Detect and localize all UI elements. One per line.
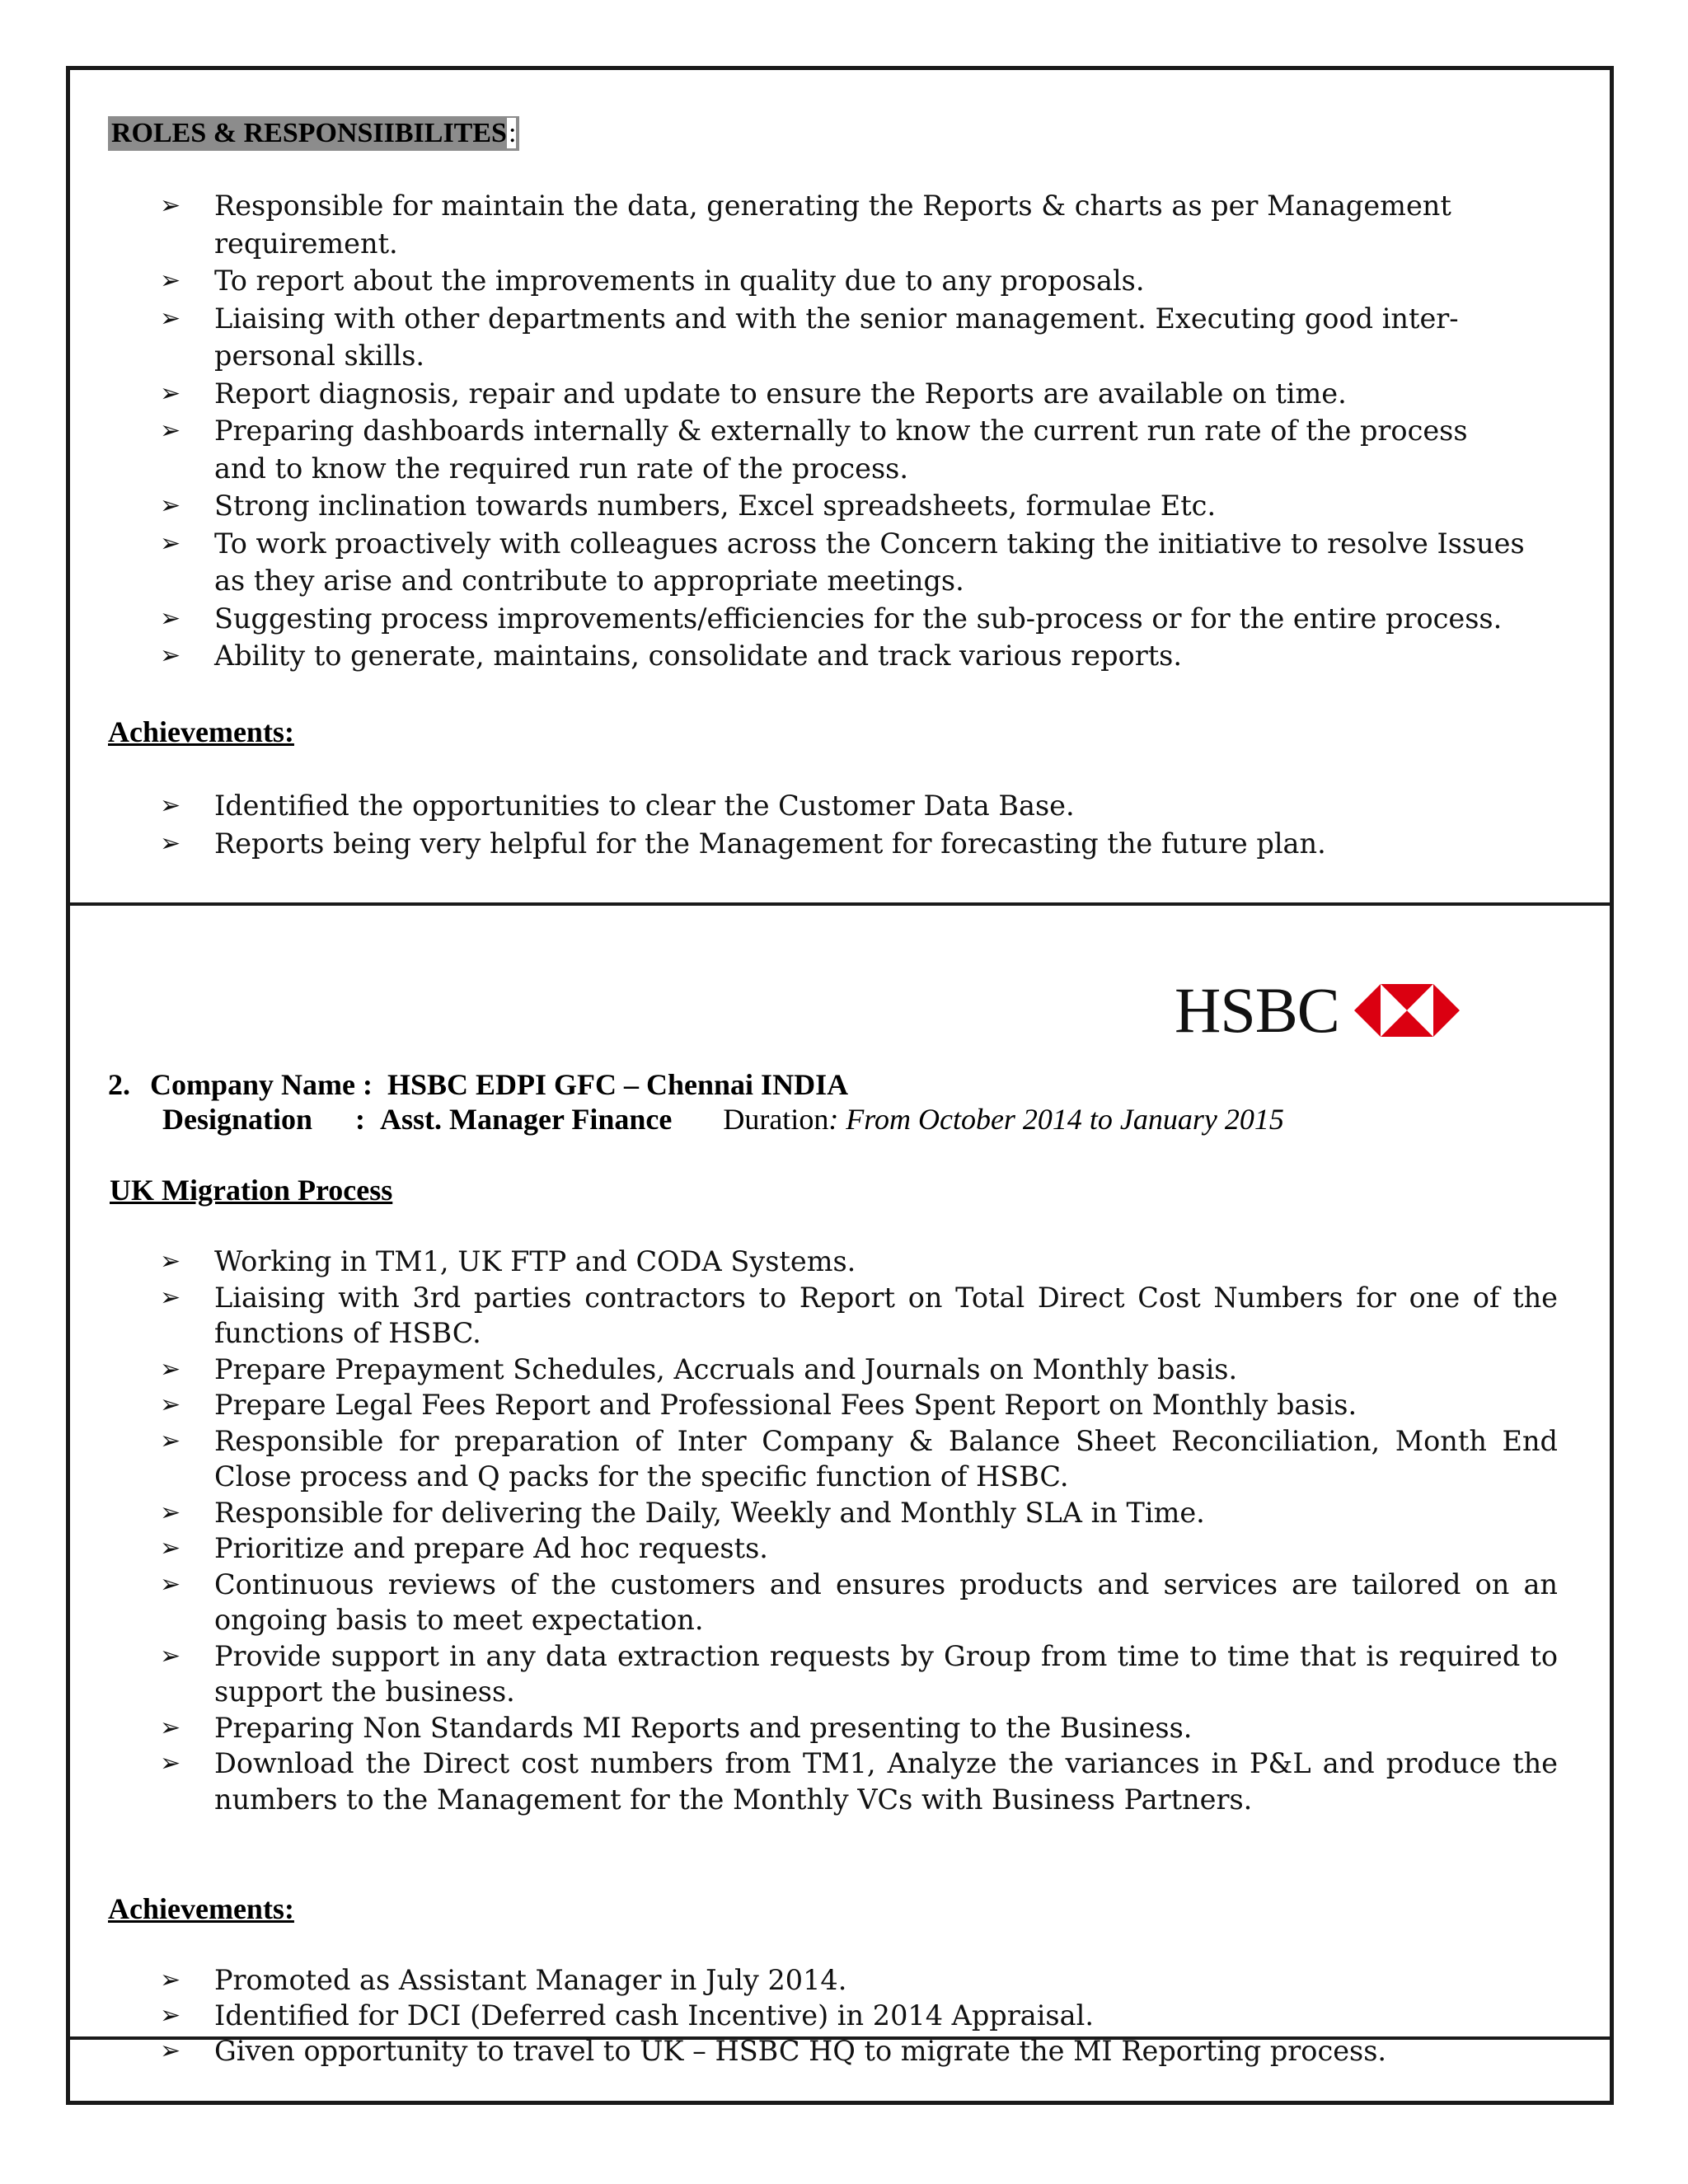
list-item: ➢ Report diagnosis, repair and update to ensure the Reports are available on time. bbox=[160, 375, 1528, 413]
arrowhead-bullet-icon: ➢ bbox=[160, 528, 181, 558]
arrowhead-bullet-icon: ➢ bbox=[160, 1641, 181, 1671]
roles-heading: ROLES & RESPONSIIBILITES: bbox=[108, 116, 519, 151]
arrowhead-bullet-icon: ➢ bbox=[160, 416, 181, 445]
list-item: ➢ Working in TM1, UK FTP and CODA Systems. bbox=[160, 1244, 1558, 1280]
company-label: Company Name : bbox=[150, 1068, 373, 1101]
list-item: ➢ Provide support in any data extraction requests by Group from time to time that is required to support the business. bbox=[160, 1639, 1558, 1708]
process-heading: UK Migration Process bbox=[110, 1174, 393, 1207]
arrowhead-bullet-icon: ➢ bbox=[160, 1713, 181, 1742]
list-item: ➢ Promoted as Assistant Manager in July 2014. bbox=[160, 1964, 847, 1996]
arrowhead-bullet-icon: ➢ bbox=[160, 1247, 181, 1276]
hsbc-logo bbox=[1175, 974, 1460, 1046]
arrowhead-bullet-icon: ➢ bbox=[160, 1966, 181, 1994]
designation-label: Designation bbox=[162, 1103, 313, 1136]
list-item: ➢ Responsible for delivering the Daily, Weekly and Monthly SLA in Time. bbox=[160, 1495, 1558, 1531]
arrowhead-bullet-icon: ➢ bbox=[160, 491, 181, 520]
list-item: ➢ Prioritize and prepare Ad hoc requests. bbox=[160, 1530, 1558, 1567]
list-item: ➢ Reports being very helpful for the Management for forecasting the future plan. bbox=[160, 825, 1528, 863]
list-item: ➢ To report about the improvements in quality due to any proposals. bbox=[160, 262, 1528, 300]
empty-footer-section bbox=[70, 2040, 1610, 2101]
roles-list bbox=[160, 187, 1528, 675]
achievements-heading: Achievements: bbox=[108, 715, 294, 748]
list-item: ➢ To work proactively with colleagues across the Concern taking the initiative to resolve Issues as they arise and contribute to appropriate meetings. bbox=[160, 525, 1528, 600]
achievements-list bbox=[160, 787, 1528, 862]
list-item: ➢ Preparing dashboards internally & externally to know the current run rate of the process and to know the required run rate of the process. bbox=[160, 412, 1528, 487]
arrowhead-bullet-icon: ➢ bbox=[160, 1749, 181, 1778]
list-item: ➢ Identified the opportunities to clear the Customer Data Base. bbox=[160, 787, 1528, 825]
designation-value: Asst. Manager Finance bbox=[380, 1103, 673, 1136]
list-item: ➢ Suggesting process improvements/efficiencies for the sub-process or for the entire process. bbox=[160, 600, 1528, 638]
achievements-heading-2: Achievements: bbox=[108, 1892, 294, 1925]
arrowhead-bullet-icon: ➢ bbox=[160, 1426, 181, 1455]
arrowhead-bullet-icon: ➢ bbox=[160, 2036, 181, 2065]
list-item: ➢ Responsible for maintain the data, generating the Reports & charts as per Management requirement. bbox=[160, 187, 1528, 262]
arrowhead-bullet-icon: ➢ bbox=[160, 191, 181, 220]
list-item: ➢ Continuous reviews of the customers and ensures products and services are tailored on an ongoing basis to meet expectation. bbox=[160, 1568, 1558, 1636]
hsbc-hexagon-icon bbox=[1354, 984, 1460, 1037]
logo-wordmark: HSBC bbox=[1175, 974, 1339, 1046]
list-item: ➢ Prepare Legal Fees Report and Professional Fees Spent Report on Monthly basis. bbox=[160, 1387, 1558, 1423]
list-item: ➢ Ability to generate, maintains, consolidate and track various reports. bbox=[160, 637, 1528, 675]
process-list bbox=[160, 1244, 1558, 1817]
resume-page bbox=[66, 66, 1614, 2105]
arrowhead-bullet-icon: ➢ bbox=[160, 1282, 181, 1312]
roles-section bbox=[70, 70, 1610, 906]
arrowhead-bullet-icon: ➢ bbox=[160, 1354, 181, 1384]
list-item: ➢ Identified for DCI (Deferred cash Incentive) in 2014 Appraisal. bbox=[160, 1999, 1094, 2032]
arrowhead-bullet-icon: ➢ bbox=[160, 378, 181, 408]
arrowhead-bullet-icon: ➢ bbox=[160, 1569, 181, 1599]
duration-value: : From October 2014 to January 2015 bbox=[828, 1103, 1284, 1136]
arrowhead-bullet-icon: ➢ bbox=[160, 791, 181, 820]
list-item: ➢ Prepare Prepayment Schedules, Accruals and Journals on Monthly basis. bbox=[160, 1352, 1558, 1388]
arrowhead-bullet-icon: ➢ bbox=[160, 641, 181, 670]
list-item: ➢ Download the Direct cost numbers from TM1, Analyze the variances in P&L and produce the numbers to the Management for the Monthly VCs with Business Partners. bbox=[160, 1747, 1558, 1816]
company-value: HSBC EDPI GFC – Chennai INDIA bbox=[387, 1068, 849, 1101]
list-item: ➢ Liaising with 3rd parties contractors to Report on Total Direct Cost Numbers for one of the functions of HSBC. bbox=[160, 1281, 1558, 1349]
arrowhead-bullet-icon: ➢ bbox=[160, 2001, 181, 2030]
list-item: ➢ Liaising with other departments and with the senior management. Executing good inter-personal skills. bbox=[160, 300, 1528, 375]
arrowhead-bullet-icon: ➢ bbox=[160, 1534, 181, 1563]
list-item: ➢ Strong inclination towards numbers, Excel spreadsheets, formulae Etc. bbox=[160, 487, 1528, 525]
list-item: ➢ Responsible for preparation of Inter Company & Balance Sheet Reconciliation, Month End Close process and Q packs for the specific function of HSBC. bbox=[160, 1424, 1558, 1493]
arrowhead-bullet-icon: ➢ bbox=[160, 1497, 181, 1527]
arrowhead-bullet-icon: ➢ bbox=[160, 828, 181, 858]
company-line: 2. Company Name : HSBC EDPI GFC – Chennai INDIA bbox=[108, 1068, 849, 1101]
list-item: ➢ Preparing Non Standards MI Reports and presenting to the Business. bbox=[160, 1710, 1558, 1746]
arrowhead-bullet-icon: ➢ bbox=[160, 603, 181, 633]
arrowhead-bullet-icon: ➢ bbox=[160, 303, 181, 333]
hsbc-section bbox=[70, 906, 1610, 2067]
arrowhead-bullet-icon: ➢ bbox=[160, 1390, 181, 1419]
designation-line: Designation : Asst. Manager Finance Duration: From October 2014 to January 2015 bbox=[162, 1103, 1284, 1136]
list-item: ➢ Given opportunity to travel to UK – HSBC HQ to migrate the MI Reporting process. bbox=[160, 2035, 1387, 2067]
duration-label: Duration bbox=[723, 1103, 829, 1136]
arrowhead-bullet-icon: ➢ bbox=[160, 266, 181, 295]
